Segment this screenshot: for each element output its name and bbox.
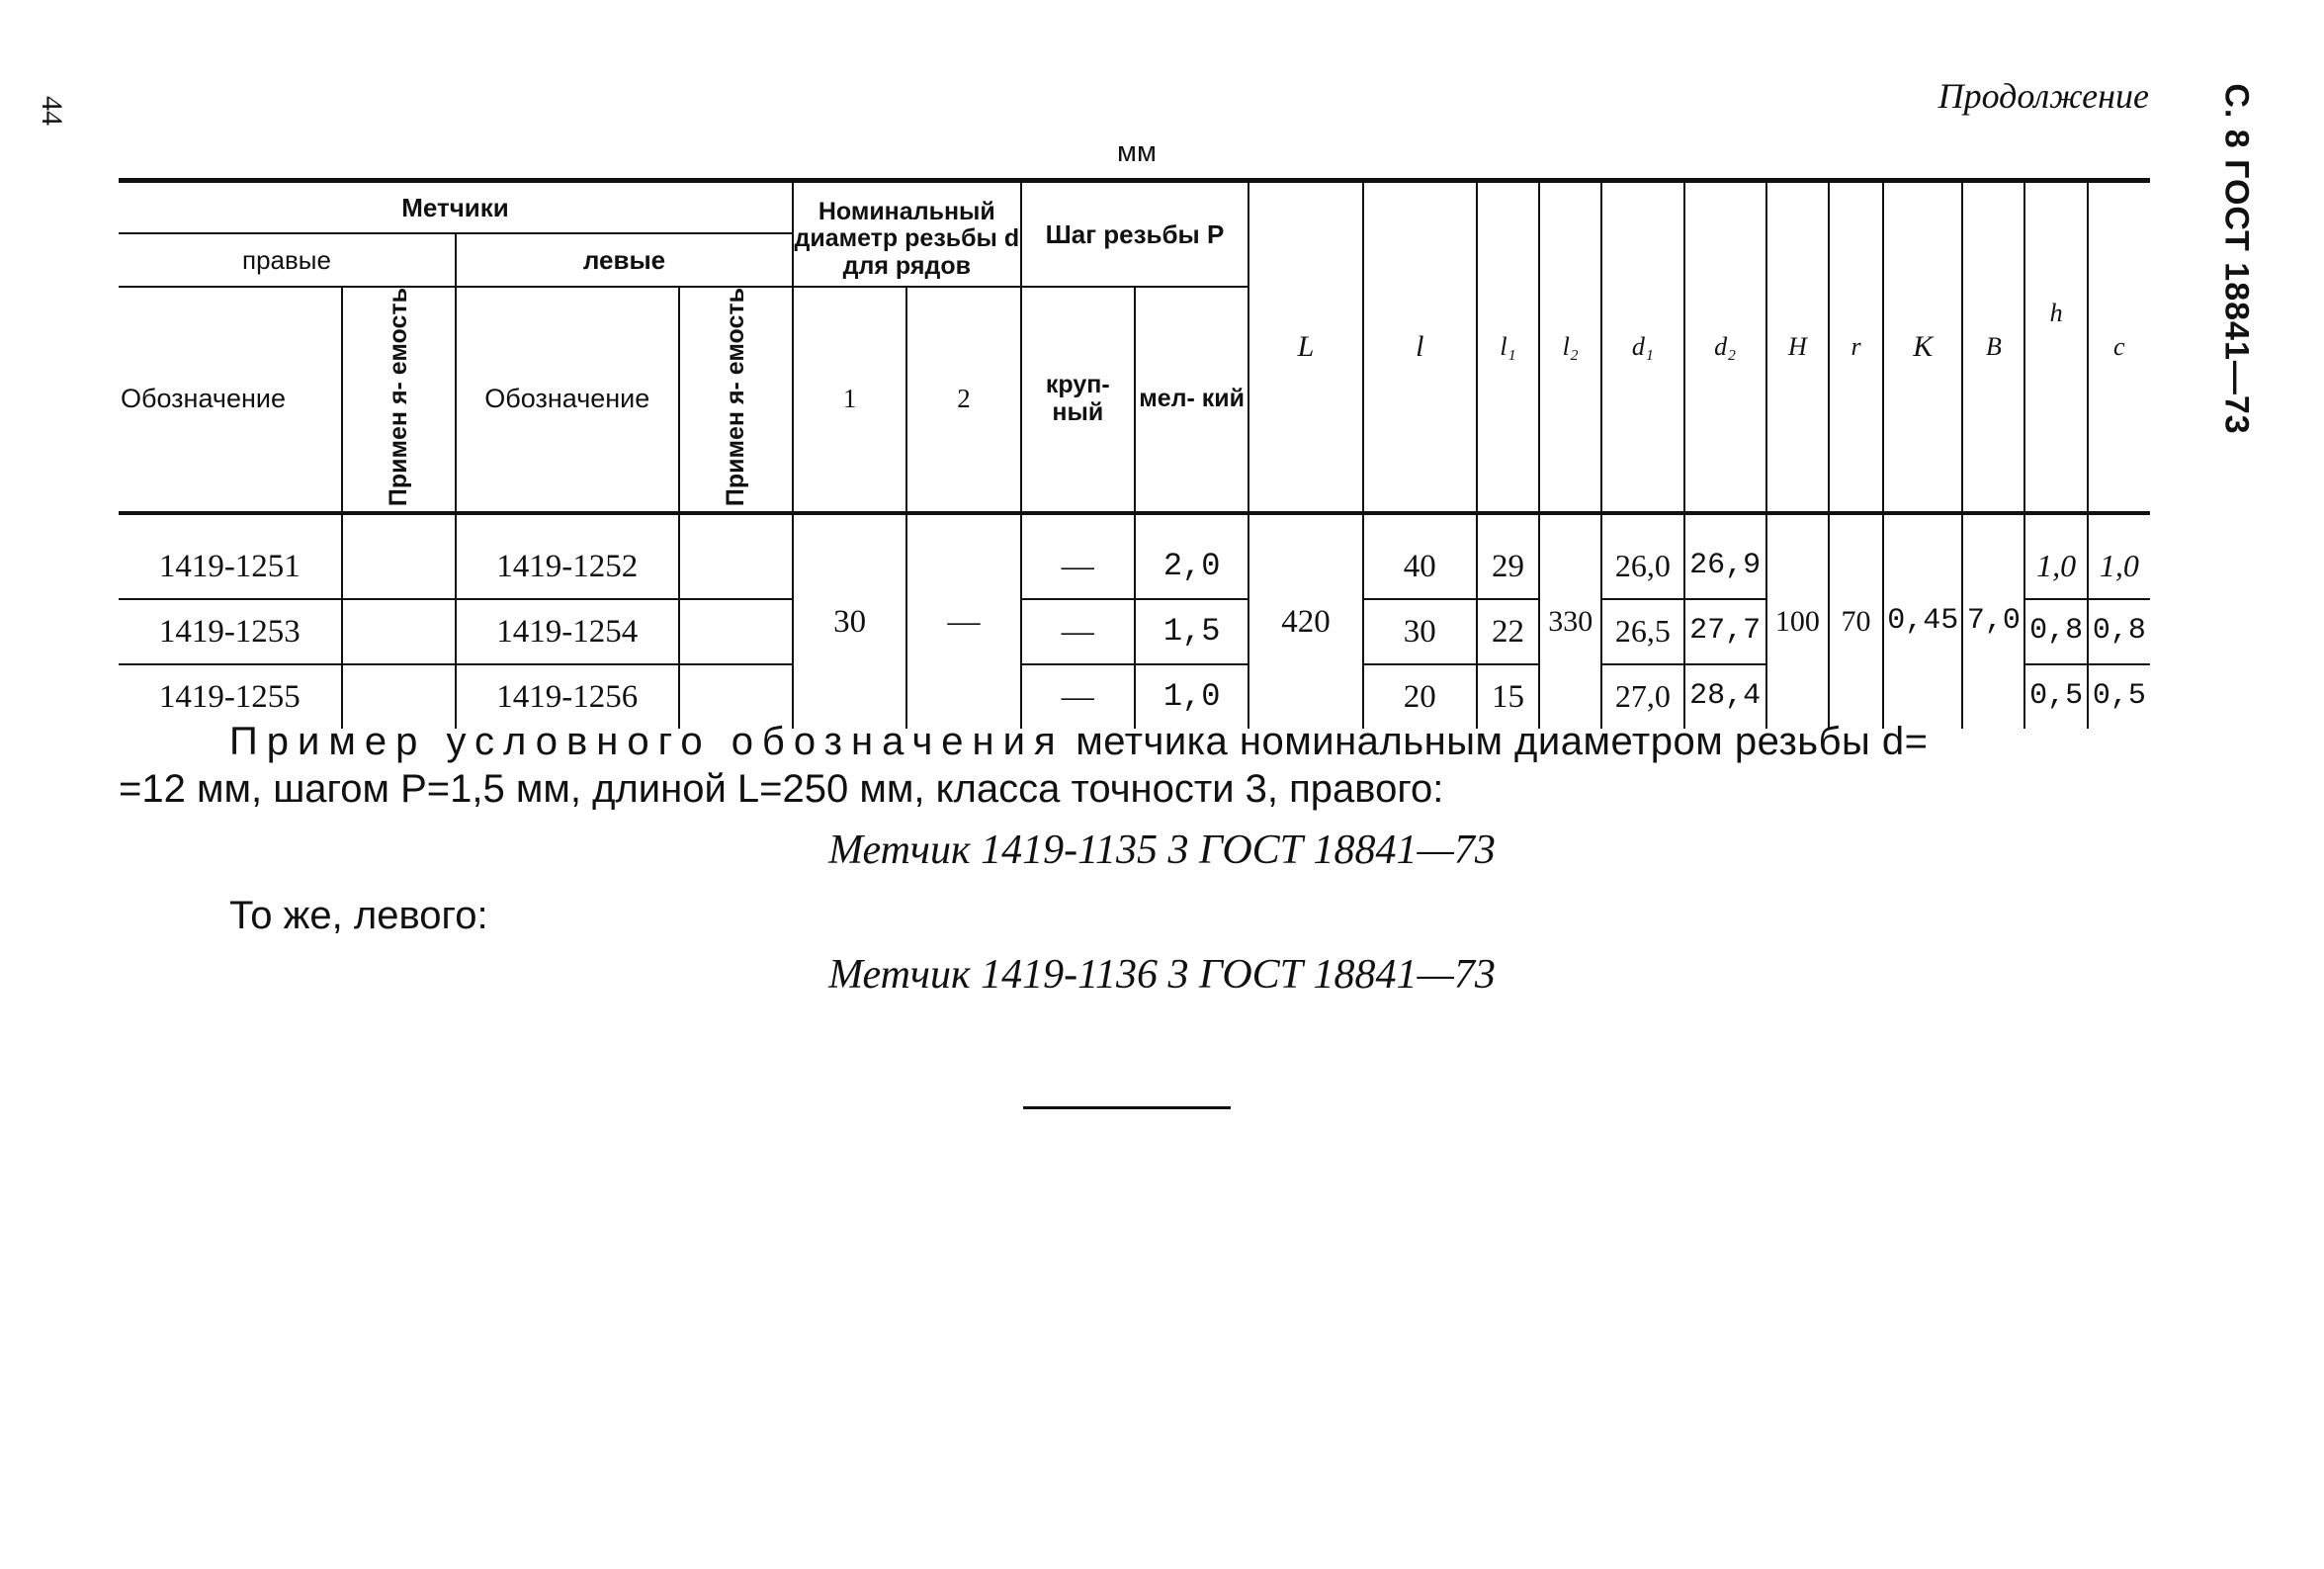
pitch-fine-cell: 2,0 — [1135, 513, 1248, 599]
header-coarse: круп- ный — [1021, 287, 1135, 511]
example-paragraph-line-1 — [229, 720, 1929, 764]
header-right: правые — [119, 233, 456, 287]
header-h: h — [2024, 181, 2087, 511]
applicability-cell — [342, 513, 456, 599]
header-B: B — [1962, 181, 2024, 511]
header-K: K — [1883, 181, 1962, 511]
pitch-coarse-cell: — — [1021, 513, 1135, 599]
pitch-coarse-cell: — — [1021, 599, 1135, 664]
applicability-cell — [342, 599, 456, 664]
header-fine: мел- кий — [1135, 287, 1248, 511]
header-row-2: 2 — [906, 287, 1020, 511]
example-paragraph-line-2: =12 мм, шагом P=1,5 мм, длиной L=250 мм, класса точности 3, правого: — [119, 767, 1444, 811]
standard-reference: С. 8 ГОСТ 18841—73 — [2217, 83, 2256, 435]
units-label: мм — [1117, 136, 1157, 168]
left-variant-label: То же, левого: — [229, 894, 488, 937]
header-c: c — [2088, 181, 2150, 511]
h-cell: 1,0 — [2024, 513, 2087, 599]
header-d1: d₁ — [1601, 181, 1683, 511]
l1-cell: 15 — [1477, 664, 1539, 729]
example-paragraph-rest: метчика номинальным диаметром резьбы d= — [1076, 720, 1929, 763]
pitch-fine-cell: 1,0 — [1135, 664, 1248, 729]
diameter-row1-cell: 30 — [793, 513, 906, 729]
designation-left-cell: 1419-1254 — [456, 599, 679, 664]
l1-cell: 22 — [1477, 599, 1539, 664]
header-H: H — [1766, 181, 1829, 511]
header-row-1: 1 — [793, 287, 906, 511]
pitch-coarse-cell: — — [1021, 664, 1135, 729]
designation-right-cell: 1419-1255 — [119, 664, 342, 729]
H-cell: 100 — [1766, 513, 1829, 729]
header-r: r — [1829, 181, 1883, 511]
l-cell: 30 — [1363, 599, 1477, 664]
r-cell: 70 — [1829, 513, 1883, 729]
page-number: 44 — [36, 96, 68, 126]
pitch-fine-cell: 1,5 — [1135, 599, 1248, 664]
header-nominal-diameter: Номинальный диаметр резьбы d для рядов — [793, 181, 1021, 288]
example-heading-spaced: Пример условного обозначения — [229, 720, 1065, 763]
header-L: L — [1248, 181, 1362, 511]
K-cell: 0,45 — [1883, 513, 1962, 729]
example-designation-left: Метчик 1419-1136 3 ГОСТ 18841—73 — [828, 952, 1496, 998]
d1-cell: 27,0 — [1601, 664, 1683, 729]
c-cell: 0,5 — [2088, 664, 2150, 729]
d1-cell: 26,5 — [1601, 599, 1683, 664]
taps-table — [119, 178, 2150, 729]
continuation-label: Продолжение — [1937, 76, 2149, 116]
d2-cell: 28,4 — [1684, 664, 1766, 729]
header-left: левые — [456, 233, 793, 287]
B-cell: 7,0 — [1962, 513, 2024, 729]
designation-left-cell: 1419-1256 — [456, 664, 679, 729]
l-cell: 40 — [1363, 513, 1477, 599]
header-l: l — [1363, 181, 1477, 511]
example-designation-right: Метчик 1419-1135 3 ГОСТ 18841—73 — [828, 828, 1496, 873]
c-cell: 1,0 — [2088, 513, 2150, 599]
h-cell: 0,5 — [2024, 664, 2087, 729]
designation-left-cell: 1419-1252 — [456, 513, 679, 599]
header-pitch: Шаг резьбы P — [1021, 181, 1249, 288]
l-cell: 20 — [1363, 664, 1477, 729]
c-cell: 0,8 — [2088, 599, 2150, 664]
l2-cell: 330 — [1539, 513, 1601, 729]
designation-right-cell: 1419-1251 — [119, 513, 342, 599]
end-divider — [1023, 1106, 1231, 1109]
header-applicability-left: Примен я- емость — [679, 287, 793, 511]
header-l1: l₁ — [1477, 181, 1539, 511]
d1-cell: 26,0 — [1601, 513, 1683, 599]
table-row — [119, 513, 2150, 599]
header-applicability-right: Примен я- емость — [342, 287, 456, 511]
designation-right-cell: 1419-1253 — [119, 599, 342, 664]
L-cell: 420 — [1248, 513, 1362, 729]
applicability-cell — [679, 513, 793, 599]
applicability-cell — [679, 664, 793, 729]
h-cell: 0,8 — [2024, 599, 2087, 664]
l1-cell: 29 — [1477, 513, 1539, 599]
header-taps: Метчики — [119, 181, 793, 234]
header-designation-right: Обозначение — [119, 287, 342, 511]
diameter-row2-cell: — — [906, 513, 1020, 729]
applicability-cell — [679, 599, 793, 664]
applicability-cell — [342, 664, 456, 729]
header-d2: d₂ — [1684, 181, 1766, 511]
header-l2: l₂ — [1539, 181, 1601, 511]
header-designation-left: Обозначение — [456, 287, 679, 511]
d2-cell: 26,9 — [1684, 513, 1766, 599]
d2-cell: 27,7 — [1684, 599, 1766, 664]
